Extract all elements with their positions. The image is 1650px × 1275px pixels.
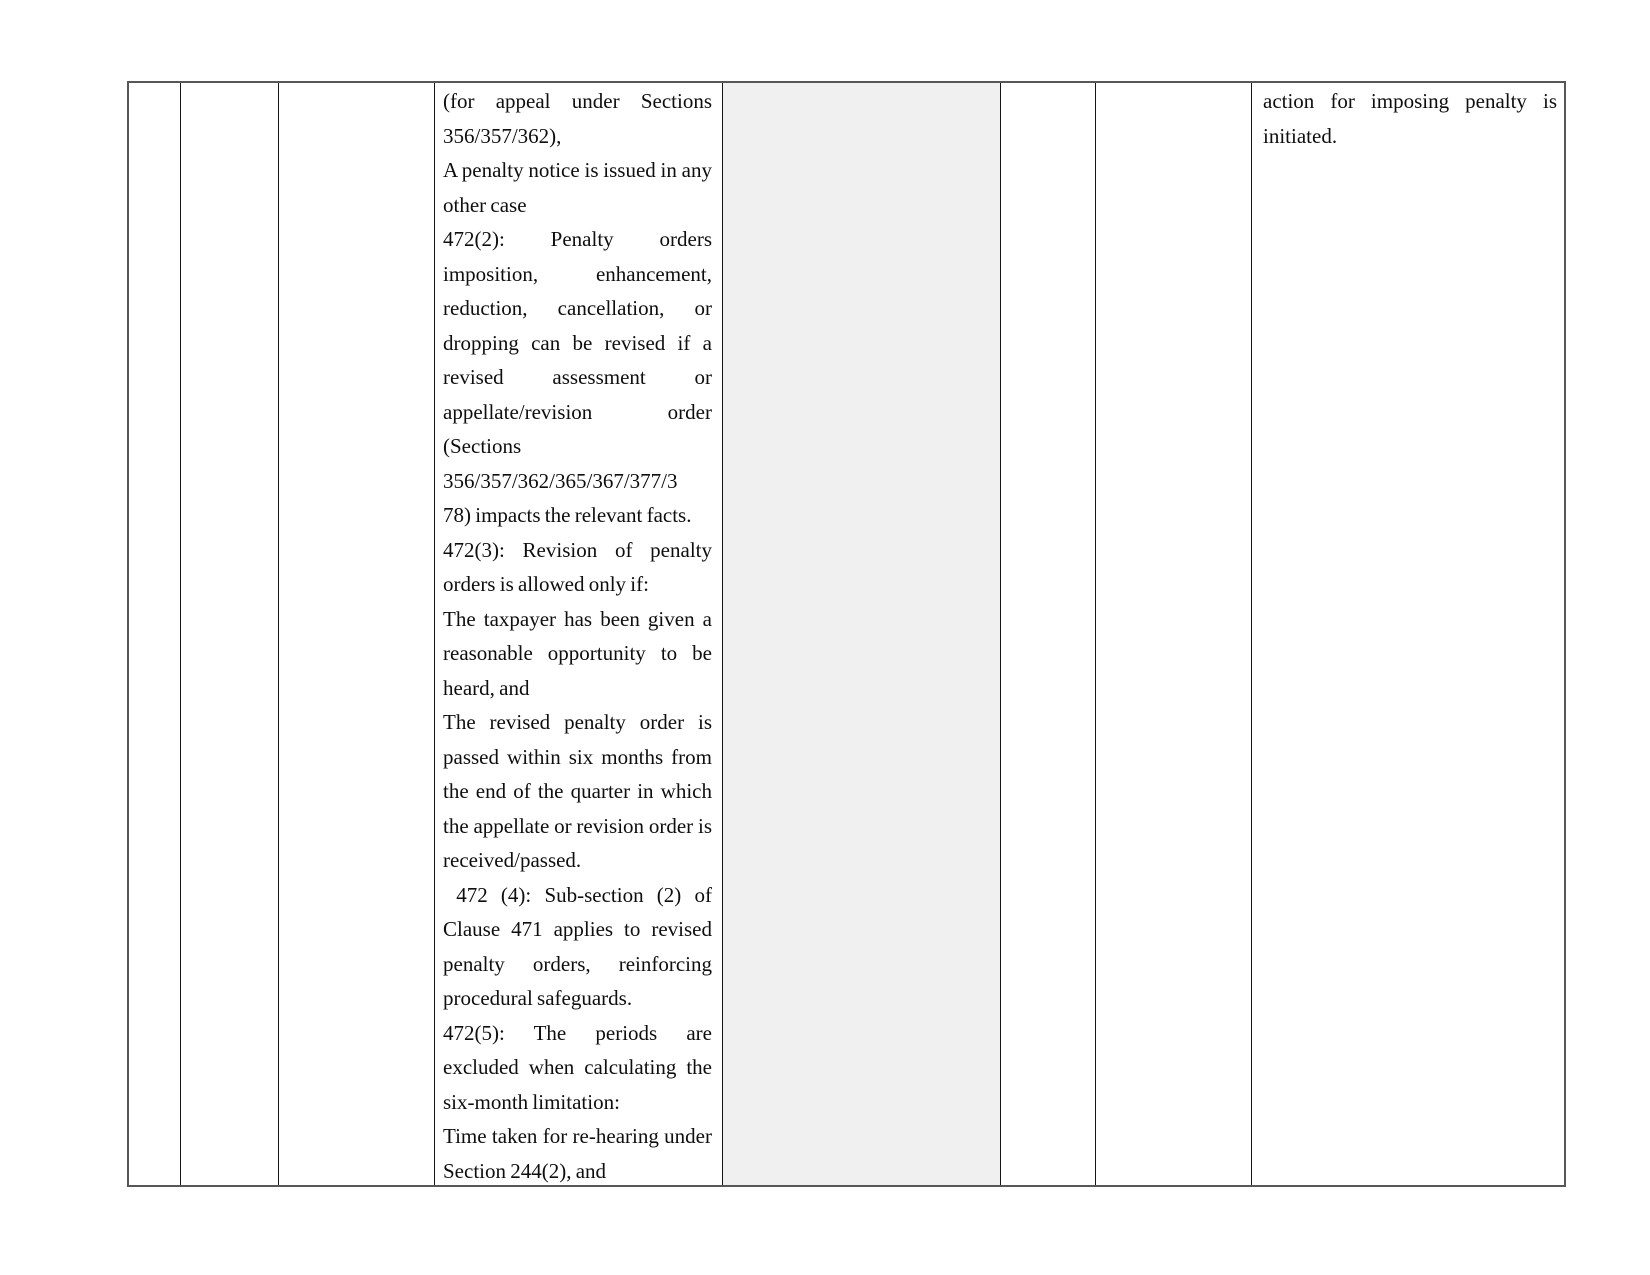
text-line: procedural safeguards. [443,986,633,1010]
text-line: the end of the quarter in which [443,779,712,803]
text-line: 356/357/362), [443,123,562,148]
text-line: heard, and [443,675,530,700]
document-table [127,81,1566,1187]
empty-cell-1 [129,83,181,1185]
text-line: imposition, enhancement, [443,261,712,286]
text-line: action for imposing penalty is [1263,89,1557,113]
empty-cell-2 [181,83,279,1185]
text-line: Time taken for re-hearing under [443,1124,712,1148]
text-line: reduction, cancellation, or [443,296,712,320]
text-line: the appellate or revision order is [443,813,712,838]
text-line: Section 244(2), and [443,1158,607,1183]
shaded-empty-cell [723,83,1001,1185]
empty-cell-4 [1001,83,1096,1185]
text-line: 78) impacts the relevant facts. [443,503,692,527]
text-line: orders is allowed only if: [443,572,649,596]
text-line: dropping can be revised if a [443,330,712,355]
text-line: appellate/revision order [443,399,712,424]
text-line: revised assessment or [443,365,712,389]
text-line: (for appeal under Sections [443,89,712,113]
text-line: reasonable opportunity to be [443,641,712,665]
text-line: A penalty notice is issued in any [443,158,712,182]
empty-cell-3 [279,83,435,1185]
text-line: 356/357/362/365/367/377/3 [443,468,678,493]
text-line: The revised penalty order is [443,710,712,734]
text-line: passed within six months from [443,744,712,769]
text-line: 472(5): The periods are [443,1020,712,1045]
text-line: 472(3): Revision of penalty [443,537,712,562]
text-line: 472(2): Penalty orders [443,227,712,251]
text-line: penalty orders, reinforcing [443,951,712,976]
text-line: excluded when calculating the [443,1055,712,1079]
main-text-cell [435,83,723,1185]
action-text-cell [1252,83,1564,1185]
text-line: The taxpayer has been given a [443,606,712,631]
text-line: 472 (4): Sub-section (2) of [443,882,712,907]
text-line: other case [443,192,527,217]
text-line: initiated. [1263,123,1338,148]
text-line: Clause 471 applies to revised [443,917,712,941]
text-line: received/passed. [443,848,582,872]
text-line: six-month limitation: [443,1089,620,1114]
empty-cell-5 [1096,83,1252,1185]
text-line: (Sections [443,434,522,458]
